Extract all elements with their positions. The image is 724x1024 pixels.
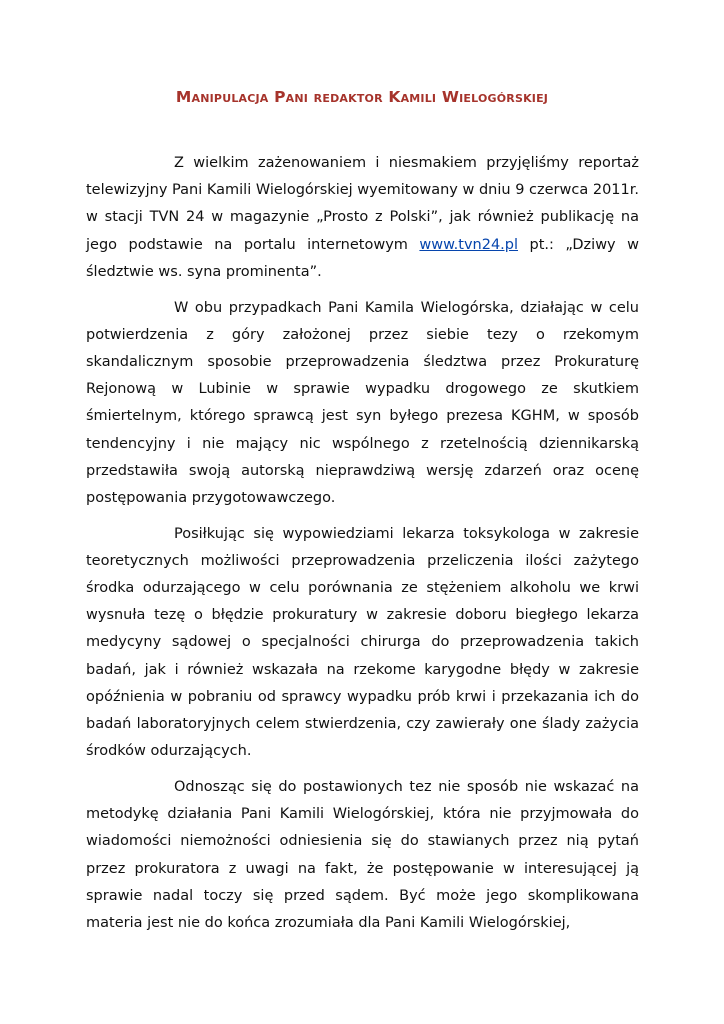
tvn24-link[interactable]: www.tvn24.pl [419, 236, 519, 253]
paragraph-1-text-before: Z wielkim zażenowaniem i niesmakiem przyjęliśmy reportaż telewizyjny Pani Kamili Wielogórskiej wyemitowany w dniu 9 czerwca 2011r. w stacji TVN 24 w magazynie „Prosto z Polski”, jak również publikację na jego podstawie na portalu internetowym [86, 155, 639, 253]
paragraph-4: Odnosząc się do postawionych tez nie sposób nie wskazać na metodykę działania Pani Kamili Wielogórskiej, która nie przyjmowała do wiadomości niemożności odniesienia się do stawianych przez nią pytań przez prokuratora z uwagi na fakt, że postępowanie w interesującej ją sprawie nadal toczy się przed sądem. Być może jego skomplikowana materia jest nie do końca zrozumiała dla Pani Kamili Wielogórskiej, [86, 778, 639, 931]
document-title: Manipulacja Pani redaktor Kamili Wielogórskiej [175, 88, 549, 106]
paragraph-1 [86, 150, 639, 286]
document-body [86, 150, 639, 946]
paragraph-3: Posiłkując się wypowiedziami lekarza toksykologa w zakresie teoretycznych możliwości przeprowadzenia przeliczenia ilości zażytego środka odurzającego w celu porównania ze stężeniem alkoholu we krwi wysnuła tezę o błędzie prokuratury w zakresie doboru biegłego lekarza medycyny sądowej o specjalności chirurga do przeprowadzenia takich badań, jak i również wskazała na rzekome karygodne błędy w zakresie opóźnienia w pobraniu od sprawcy wypadku prób krwi i przekazania ich do badań laboratoryjnych celem stwierdzenia, czy zawierały one ślady zażycia środków odurzających. [86, 525, 639, 760]
paragraph-1-text-after: pt.: „Dziwy w śledztwie ws. syna prominenta”. [86, 236, 639, 280]
paragraph-2: W obu przypadkach Pani Kamila Wielogórska, działając w celu potwierdzenia z góry założonej przez siebie tezy o rzekomym skandalicznym sposobie przeprowadzenia śledztwa przez Prokuraturę Rejonową w Lubinie w sprawie wypadku drogowego ze skutkiem śmiertelnym, którego sprawcą jest syn byłego prezesa KGHM, w sposób tendencyjny i nie mający nic wspólnego z rzetelnością dziennikarską przedstawiła swoją autorską nieprawdziwą wersję zdarzeń oraz ocenę postępowania przygotowawczego. [86, 299, 639, 506]
